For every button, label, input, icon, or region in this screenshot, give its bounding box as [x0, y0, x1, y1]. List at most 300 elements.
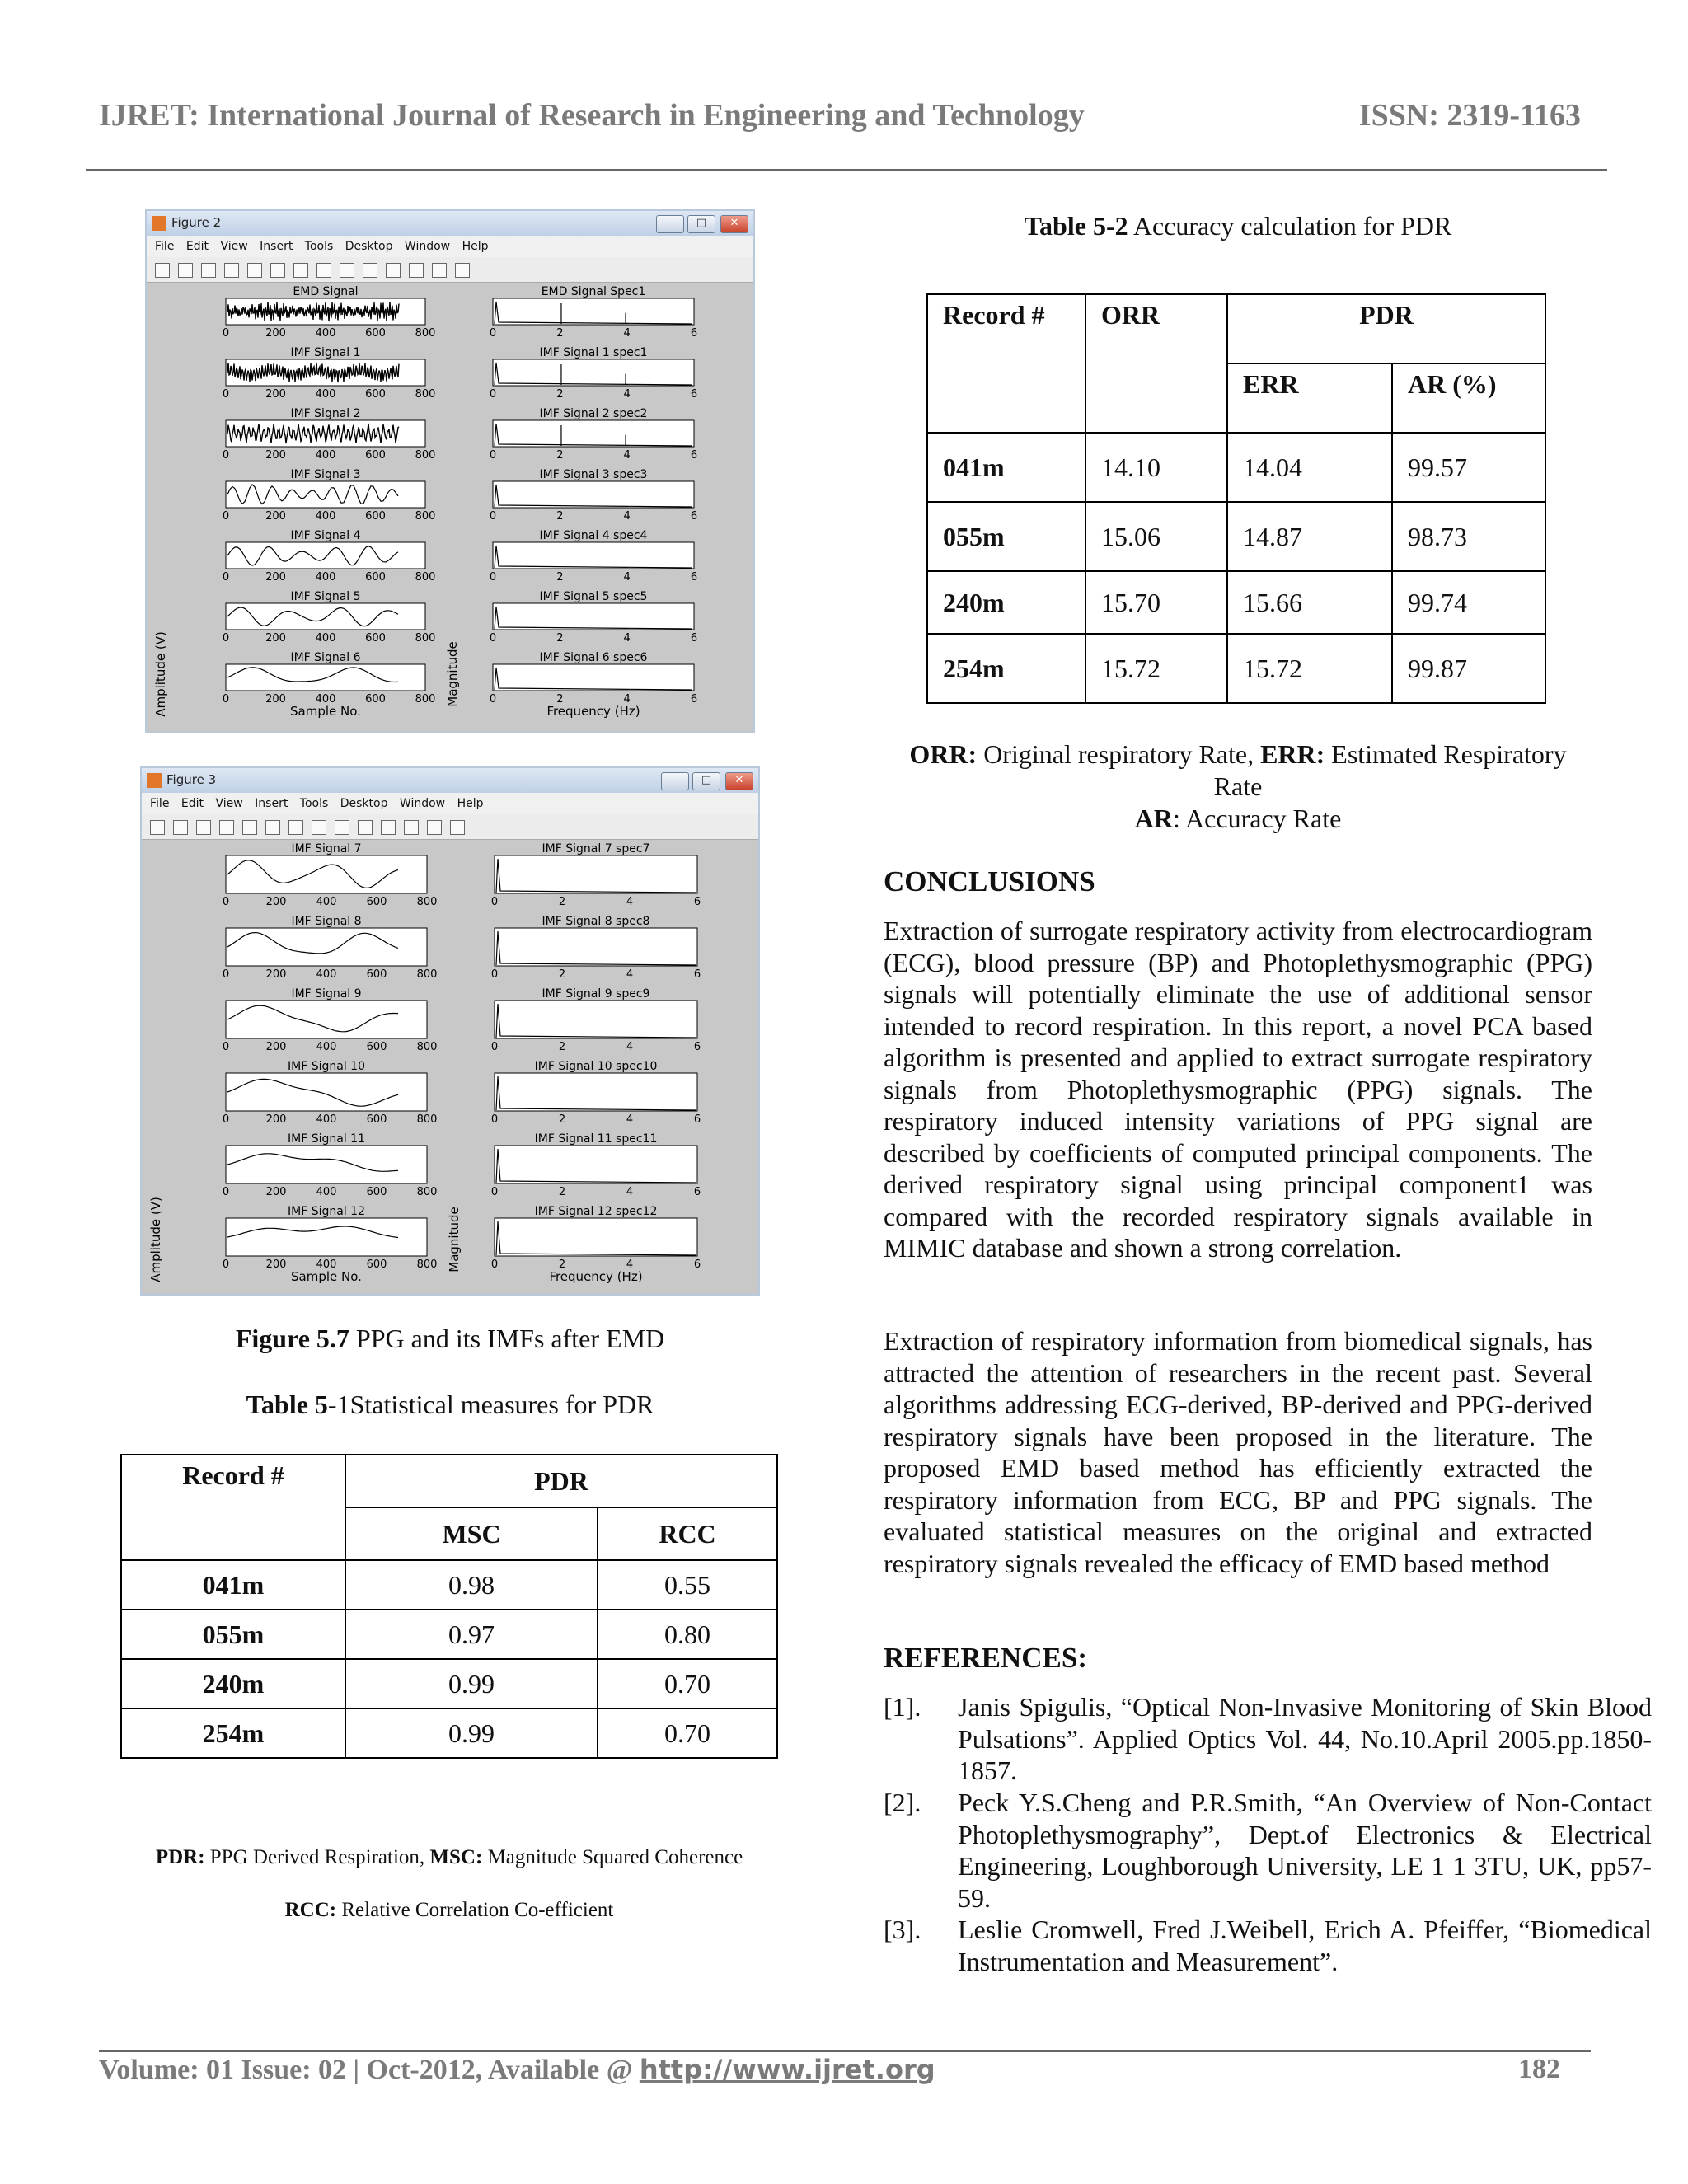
x-tick-label: 600 — [366, 1186, 387, 1198]
table2-header-ar: AR (%) — [1392, 363, 1545, 433]
maximize-button[interactable]: □ — [692, 772, 720, 790]
subplot-title: IMF Signal 5 — [290, 590, 361, 603]
subplot-title: IMF Signal 2 — [290, 407, 361, 420]
x-tick-label: 2 — [556, 510, 564, 523]
spectrum-axes — [493, 420, 694, 447]
open-file-icon[interactable] — [173, 820, 188, 835]
figure-2-toolbar — [147, 257, 753, 283]
note-rate-text: Rate — [1213, 771, 1263, 801]
y-axis-label: Amplitude (V) — [148, 1197, 163, 1282]
x-tick-label: 4 — [626, 1258, 634, 1271]
menu-window[interactable]: Window — [404, 240, 451, 253]
subplot-title: IMF Signal 11 spec11 — [534, 1132, 658, 1146]
x-tick-label: 800 — [416, 1186, 438, 1198]
subplot-title: IMF Signal 5 spec5 — [539, 590, 648, 603]
x-tick-label: 0 — [489, 693, 497, 705]
table1-caption — [145, 1390, 755, 1420]
table-row — [927, 433, 1545, 502]
menu-edit[interactable]: Edit — [181, 797, 204, 810]
x-tick-label: 200 — [265, 1258, 287, 1271]
menu-tools[interactable]: Tools — [299, 797, 329, 810]
reference-text: Janis Spigulis, “Optical Non-Invasive Monitoring of Skin Blood Pulsations”. Applied Optics Vol. 44, No.10.April 2005.pp.1850-1857. — [958, 1692, 1652, 1785]
table2-header-err: ERR — [1227, 363, 1392, 433]
table-row — [121, 1659, 777, 1708]
x-tick-label: 800 — [415, 327, 436, 340]
table-row — [121, 1560, 777, 1610]
x-tick-label: 400 — [315, 510, 336, 523]
reference-text: Leslie Cromwell, Fred J.Weibell, Erich A. Pfeiffer, “Biomedical Instrumentation and Measurement”. — [958, 1915, 1652, 1976]
x-tick-label: 200 — [265, 449, 286, 462]
page-number: 182 — [1518, 2054, 1560, 2084]
table1-note-1 — [120, 1846, 778, 1869]
footer-rule — [99, 2050, 1591, 2052]
issn: ISSN: 2319-1163 — [1358, 98, 1581, 133]
table1-note-2 — [120, 1899, 778, 1922]
x-tick-label: 600 — [366, 896, 387, 908]
spectrum-axes — [493, 359, 694, 386]
x-tick-label: 6 — [693, 1186, 701, 1198]
signal-axes — [226, 603, 425, 630]
x-tick-label: 400 — [315, 693, 336, 705]
subplot-title: IMF Signal 12 — [288, 1205, 365, 1218]
note-err-label: ERR: — [1260, 739, 1325, 769]
x-tick-label: 4 — [623, 632, 631, 644]
hide-plot-tools-icon[interactable] — [432, 263, 447, 278]
zoom-in-icon[interactable] — [270, 263, 285, 278]
table2-err-cell: 14.04 — [1227, 433, 1392, 502]
x-tick-label: 400 — [315, 388, 336, 401]
zoom-out-icon[interactable] — [293, 263, 308, 278]
x-tick-label: 800 — [416, 1041, 438, 1053]
figure-caption-text: PPG and its IMFs after EMD — [349, 1324, 665, 1353]
subplot-title: IMF Signal 6 — [290, 651, 361, 664]
legend-icon[interactable] — [409, 263, 424, 278]
menu-view[interactable]: View — [220, 240, 248, 253]
subplot-title: IMF Signal 3 — [290, 468, 361, 481]
x-tick-label: 4 — [626, 1041, 634, 1053]
x-tick-label: 200 — [265, 571, 286, 583]
colorbar-icon[interactable] — [381, 820, 396, 835]
menu-view[interactable]: View — [215, 797, 243, 810]
signal-axes — [226, 542, 425, 569]
y-axis-label: Magnitude — [445, 641, 460, 707]
x-tick-label: 400 — [316, 896, 337, 908]
subplot-title: EMD Signal Spec1 — [541, 285, 646, 298]
x-tick-label: 200 — [265, 388, 286, 401]
conclusions-paragraph-1: Extraction of surrogate respiratory activity from electrocardiogram (ECG), blood pressure (BP) and Photoplethysmographic (PPG) signals will potentially eliminate the use of additional sensor intended to record respiration. In this report, a novel PCA based algorithm is presented and applied to extract surrogate respiratory signals from Photoplethysmographic (PPG) signals. The respiratory induced intensity variations of PPG signal are described by coefficients of computed principal components. The derived respiratory signal using principal component1 was compared with the recorded respiratory signals available in MIMIC database and shown a strong correlation. — [884, 916, 1592, 1263]
x-tick-label: 6 — [690, 632, 698, 644]
table1-msc-cell: 0.99 — [345, 1708, 598, 1758]
x-tick-label: 400 — [315, 449, 336, 462]
x-tick-label: 0 — [222, 1041, 230, 1053]
footer-volume — [99, 2054, 935, 2086]
signal-axes — [226, 481, 425, 508]
note-pdr-text: PPG Derived Respiration, — [204, 1846, 430, 1868]
x-tick-label: 0 — [489, 388, 497, 401]
x-tick-label: 400 — [316, 1186, 337, 1198]
statistical-measures-table — [120, 1454, 778, 1759]
x-tick-label: 800 — [415, 510, 436, 523]
table2-caption-text: Accuracy calculation for PDR — [1128, 211, 1452, 241]
x-tick-label: 200 — [265, 1041, 287, 1053]
signal-axes — [226, 1146, 427, 1183]
save-icon[interactable] — [201, 263, 216, 278]
x-tick-label: 600 — [366, 968, 387, 981]
spectrum-axes — [495, 1001, 697, 1038]
table2-record-cell: 055m — [927, 502, 1085, 571]
table2-ar-cell: 99.87 — [1392, 634, 1545, 703]
x-tick-label: 2 — [556, 327, 564, 340]
x-tick-label: 0 — [490, 1041, 499, 1053]
x-tick-label: 600 — [366, 1113, 387, 1126]
pointer-icon[interactable] — [247, 263, 262, 278]
x-tick-label: 2 — [556, 388, 564, 401]
x-tick-label: 4 — [626, 1186, 634, 1198]
spectrum-axes — [493, 298, 694, 325]
x-tick-label: 2 — [558, 1186, 566, 1198]
subplot-title: IMF Signal 10 — [288, 1060, 365, 1073]
table2-orr-cell: 15.72 — [1085, 634, 1227, 703]
table-row — [927, 502, 1545, 571]
x-tick-label: 600 — [365, 388, 386, 401]
show-plot-tools-icon[interactable] — [455, 263, 470, 278]
spectrum-axes — [495, 855, 697, 893]
x-tick-label: 0 — [490, 1113, 499, 1126]
figure-2-menubar — [147, 236, 753, 257]
subplot-title: IMF Signal 7 — [291, 842, 362, 855]
zoom-in-icon[interactable] — [265, 820, 280, 835]
menu-file[interactable]: File — [155, 240, 175, 253]
subplot-title: IMF Signal 6 spec6 — [539, 651, 648, 664]
rotate-icon[interactable] — [340, 263, 354, 278]
table1-msc-cell: 0.99 — [345, 1659, 598, 1708]
table2-notes — [884, 738, 1592, 835]
subplot-title: EMD Signal — [293, 285, 359, 298]
table-row — [121, 1708, 777, 1758]
open-file-icon[interactable] — [178, 263, 193, 278]
pan-icon[interactable] — [316, 263, 331, 278]
minimize-button[interactable]: – — [656, 215, 684, 233]
table1-record-cell: 055m — [121, 1610, 345, 1659]
table2-record-cell: 240m — [927, 571, 1085, 634]
signal-axes — [226, 928, 427, 966]
table-row — [927, 634, 1545, 703]
figure-3-titlebar — [142, 768, 758, 793]
x-tick-label: 0 — [490, 896, 499, 908]
x-tick-label: 6 — [693, 896, 701, 908]
close-button[interactable]: ✕ — [725, 772, 753, 790]
spectrum-axes — [493, 542, 694, 569]
table1-header-rcc: RCC — [598, 1507, 777, 1560]
menu-insert[interactable]: Insert — [260, 240, 293, 253]
table1-msc-cell: 0.97 — [345, 1610, 598, 1659]
table2-header-pdr: PDR — [1227, 294, 1545, 363]
figure-2-plot-area — [147, 284, 753, 732]
y-axis-label: Magnitude — [447, 1207, 462, 1272]
x-tick-label: 800 — [415, 632, 436, 644]
table2-record-cell: 041m — [927, 433, 1085, 502]
x-tick-label: 2 — [556, 449, 564, 462]
x-axis-label: Frequency (Hz) — [549, 1269, 643, 1284]
menu-desktop[interactable]: Desktop — [345, 240, 393, 253]
table1-header-record: Record # — [121, 1455, 345, 1560]
x-tick-label: 200 — [265, 1113, 287, 1126]
table1-header-pdr: PDR — [345, 1455, 777, 1507]
subplot-title: IMF Signal 10 spec10 — [534, 1060, 658, 1073]
hide-plot-tools-icon[interactable] — [427, 820, 442, 835]
subplot-title: IMF Signal 9 spec9 — [542, 987, 650, 1001]
show-plot-tools-icon[interactable] — [450, 820, 465, 835]
x-tick-label: 0 — [490, 1186, 499, 1198]
print-icon[interactable] — [224, 263, 239, 278]
x-tick-label: 200 — [265, 693, 286, 705]
reference-item — [884, 1787, 1652, 1919]
print-icon[interactable] — [219, 820, 234, 835]
x-tick-label: 200 — [265, 510, 286, 523]
note-rcc-label: RCC: — [284, 1899, 337, 1921]
menu-edit[interactable]: Edit — [185, 240, 209, 253]
header-rule — [86, 169, 1607, 171]
x-tick-label: 4 — [626, 968, 634, 981]
table2-header-orr: ORR — [1085, 294, 1227, 433]
x-tick-label: 4 — [623, 571, 631, 583]
x-tick-label: 800 — [416, 1258, 438, 1271]
figure-3-toolbar — [142, 814, 758, 840]
x-axis-label: Sample No. — [290, 704, 361, 719]
x-tick-label: 600 — [365, 693, 386, 705]
table2-orr-cell: 15.06 — [1085, 502, 1227, 571]
table2-err-cell: 15.72 — [1227, 634, 1392, 703]
x-tick-label: 6 — [690, 571, 698, 583]
x-tick-label: 0 — [222, 510, 230, 523]
x-tick-label: 0 — [490, 968, 499, 981]
x-tick-label: 6 — [690, 388, 698, 401]
data-cursor-icon[interactable] — [363, 263, 377, 278]
x-tick-label: 6 — [693, 1041, 701, 1053]
x-axis-label: Sample No. — [291, 1269, 362, 1284]
subplot-title: IMF Signal 8 spec8 — [542, 915, 650, 928]
x-tick-label: 200 — [265, 1186, 287, 1198]
subplot-title: IMF Signal 4 — [290, 529, 361, 542]
subplot-title: IMF Signal 11 — [288, 1132, 365, 1146]
note-rcc-text: Relative Correlation Co-efficient — [336, 1899, 614, 1921]
x-tick-label: 0 — [222, 388, 230, 401]
conclusions-heading: CONCLUSIONS — [884, 865, 1095, 898]
note-err-text: Estimated Respiratory — [1325, 739, 1567, 769]
reference-number: [2]. — [884, 1788, 921, 1817]
spectrum-axes — [493, 603, 694, 630]
menu-file[interactable]: File — [150, 797, 170, 810]
menu-window[interactable]: Window — [399, 797, 446, 810]
figure-3-menubar — [142, 793, 758, 814]
x-tick-label: 800 — [416, 896, 438, 908]
x-tick-label: 200 — [265, 896, 287, 908]
figure-2-titlebar — [147, 211, 753, 236]
subplot-title: IMF Signal 8 — [291, 915, 362, 928]
x-tick-label: 800 — [415, 693, 436, 705]
x-tick-label: 400 — [315, 632, 336, 644]
new-figure-icon[interactable] — [155, 263, 170, 278]
maximize-button[interactable]: □ — [687, 215, 715, 233]
signal-axes — [226, 855, 427, 893]
matlab-figure-3-window — [140, 766, 760, 1296]
reference-text: Peck Y.S.Cheng and P.R.Smith, “An Overview of Non-Contact Photoplethysmography”, Dept.of Electronics & Electrical Engineering, Loughborough University, LE 1 1 3TU, UK, pp57-59. — [958, 1788, 1652, 1913]
table-row — [121, 1610, 777, 1659]
table1-msc-cell: 0.98 — [345, 1560, 598, 1610]
subplot-title: IMF Signal 12 spec12 — [534, 1205, 658, 1218]
table1-rcc-cell: 0.80 — [598, 1610, 777, 1659]
spectrum-axes — [495, 1146, 697, 1183]
note-orr-label: ORR: — [909, 739, 978, 769]
menu-insert[interactable]: Insert — [255, 797, 288, 810]
table1-record-cell: 041m — [121, 1560, 345, 1610]
note-pdr-label: PDR: — [155, 1846, 205, 1868]
reference-item — [884, 1691, 1652, 1790]
x-tick-label: 400 — [316, 1041, 337, 1053]
table2-caption-label: Table 5-2 — [1024, 211, 1128, 241]
x-tick-label: 6 — [693, 1113, 701, 1126]
x-tick-label: 0 — [489, 571, 497, 583]
x-tick-label: 0 — [222, 896, 230, 908]
save-icon[interactable] — [196, 820, 211, 835]
reference-item — [884, 1914, 1652, 1980]
x-tick-label: 0 — [489, 327, 497, 340]
colorbar-icon[interactable] — [386, 263, 401, 278]
x-tick-label: 4 — [623, 327, 631, 340]
footer-link[interactable]: http://www.ijret.org — [639, 2054, 935, 2085]
figure-caption — [145, 1324, 755, 1354]
table1-rcc-cell: 0.55 — [598, 1560, 777, 1610]
legend-icon[interactable] — [404, 820, 419, 835]
note-msc-label: MSC: — [429, 1846, 483, 1868]
x-tick-label: 2 — [556, 571, 564, 583]
x-tick-label: 600 — [366, 1258, 387, 1271]
x-tick-label: 2 — [558, 896, 566, 908]
x-tick-label: 200 — [265, 968, 287, 981]
x-tick-label: 400 — [315, 571, 336, 583]
table2-orr-cell: 14.10 — [1085, 433, 1227, 502]
table1-record-cell: 254m — [121, 1708, 345, 1758]
figure-3-title: Figure 3 — [166, 772, 217, 787]
x-tick-label: 800 — [415, 449, 436, 462]
x-tick-label: 400 — [316, 1258, 337, 1271]
table-row — [927, 571, 1545, 634]
reference-number: [1]. — [884, 1692, 921, 1722]
zoom-out-icon[interactable] — [288, 820, 303, 835]
x-tick-label: 0 — [489, 510, 497, 523]
matlab-icon — [152, 216, 166, 231]
pointer-icon[interactable] — [242, 820, 257, 835]
x-tick-label: 600 — [365, 449, 386, 462]
x-tick-label: 0 — [222, 1186, 230, 1198]
x-tick-label: 0 — [222, 693, 230, 705]
figure-2-title: Figure 2 — [171, 215, 222, 230]
x-tick-label: 800 — [415, 571, 436, 583]
x-tick-label: 6 — [690, 449, 698, 462]
note-ar-label: AR — [1134, 804, 1173, 833]
journal-title: IJRET: International Journal of Research in Engineering and Technology — [99, 98, 1085, 133]
close-button[interactable]: ✕ — [720, 215, 748, 233]
menu-desktop[interactable]: Desktop — [340, 797, 388, 810]
rotate-icon[interactable] — [335, 820, 349, 835]
minimize-button[interactable]: – — [661, 772, 689, 790]
menu-help[interactable]: Help — [462, 240, 489, 253]
subplot-title: IMF Signal 9 — [291, 987, 362, 1001]
table1-record-cell: 240m — [121, 1659, 345, 1708]
x-tick-label: 600 — [365, 510, 386, 523]
menu-tools[interactable]: Tools — [304, 240, 334, 253]
table1-caption-text: 1Statistical measures for PDR — [336, 1390, 654, 1419]
x-axis-label: Frequency (Hz) — [546, 704, 640, 719]
x-tick-label: 200 — [265, 327, 286, 340]
x-tick-label: 0 — [489, 449, 497, 462]
table2-orr-cell: 15.70 — [1085, 571, 1227, 634]
note-msc-text: Magnitude Squared Coherence — [482, 1846, 743, 1868]
x-tick-label: 800 — [415, 388, 436, 401]
x-tick-label: 6 — [693, 968, 701, 981]
x-tick-label: 2 — [558, 968, 566, 981]
x-tick-label: 600 — [366, 1041, 387, 1053]
x-tick-label: 2 — [556, 632, 564, 644]
reference-number: [3]. — [884, 1915, 921, 1944]
matlab-figure-2-window — [145, 209, 755, 733]
signal-axes — [226, 1073, 427, 1111]
x-tick-label: 0 — [222, 327, 230, 340]
table2-caption — [884, 211, 1592, 241]
pan-icon[interactable] — [312, 820, 326, 835]
x-tick-label: 0 — [489, 632, 497, 644]
matlab-icon — [147, 773, 162, 788]
y-axis-label: Amplitude (V) — [153, 631, 168, 717]
table2-err-cell: 15.66 — [1227, 571, 1392, 634]
x-tick-label: 2 — [558, 1113, 566, 1126]
table2-ar-cell: 99.74 — [1392, 571, 1545, 634]
accuracy-table — [926, 293, 1546, 704]
table1-header-msc: MSC — [345, 1507, 598, 1560]
x-tick-label: 6 — [690, 327, 698, 340]
table1-rcc-cell: 0.70 — [598, 1659, 777, 1708]
table2-record-cell: 254m — [927, 634, 1085, 703]
x-tick-label: 400 — [315, 327, 336, 340]
x-tick-label: 0 — [222, 1113, 230, 1126]
x-tick-label: 400 — [316, 968, 337, 981]
data-cursor-icon[interactable] — [358, 820, 373, 835]
spectrum-axes — [493, 664, 694, 691]
x-tick-label: 600 — [365, 327, 386, 340]
note-orr-text: Original respiratory Rate, — [977, 739, 1261, 769]
x-tick-label: 0 — [222, 632, 230, 644]
subplot-title: IMF Signal 1 spec1 — [539, 346, 648, 359]
spectrum-axes — [495, 1218, 697, 1256]
figure-3-plot-area — [142, 841, 758, 1294]
x-tick-label: 4 — [623, 388, 631, 401]
references-heading: REFERENCES: — [884, 1642, 1087, 1674]
x-tick-label: 2 — [556, 693, 564, 705]
menu-help[interactable]: Help — [457, 797, 484, 810]
spectrum-axes — [495, 928, 697, 966]
x-tick-label: 800 — [416, 968, 438, 981]
table2-err-cell: 14.87 — [1227, 502, 1392, 571]
spectrum-axes — [493, 481, 694, 508]
conclusions-paragraph-2: Extraction of respiratory information from biomedical signals, has attracted the attention of researchers in the recent past. Several algorithms addressing ECG-derived, BP-derived and PPG-derived respiratory signals have been proposed in the literature. The proposed EMD based method has efficiently extracted the respiratory information from ECG, BP and PPG signals. The evaluated statistical measures on the original and extracted respiratory signals revealed the efficacy of EMD based method — [884, 1326, 1592, 1578]
subplot-title: IMF Signal 2 spec2 — [539, 407, 648, 420]
x-tick-label: 4 — [626, 1113, 634, 1126]
x-tick-label: 0 — [222, 968, 230, 981]
table1-rcc-cell: 0.70 — [598, 1708, 777, 1758]
x-tick-label: 0 — [490, 1258, 499, 1271]
new-figure-icon[interactable] — [150, 820, 165, 835]
x-tick-label: 4 — [626, 896, 634, 908]
